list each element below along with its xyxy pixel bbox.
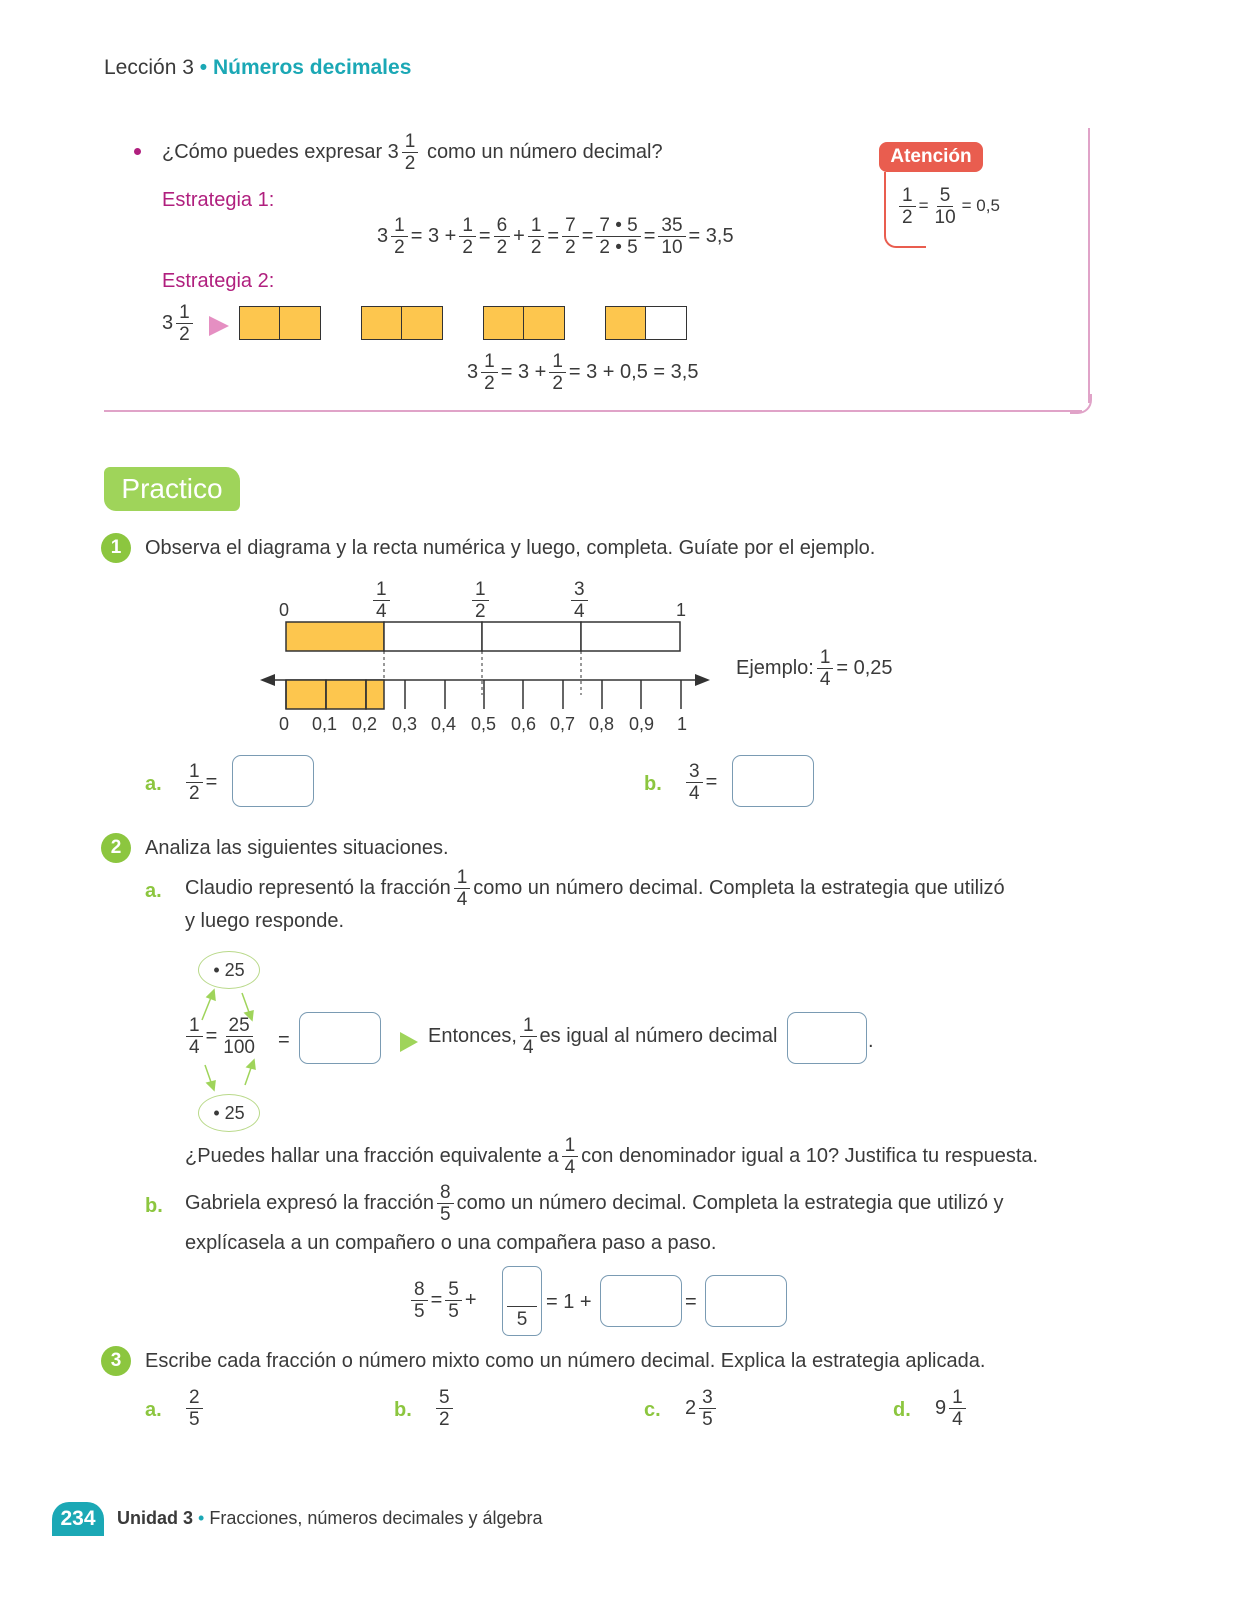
page-number-badge [52, 1502, 104, 1536]
footer-bullet: • [198, 1508, 205, 1528]
bullet-dot [134, 148, 141, 155]
question-post: como un número decimal? [426, 140, 663, 163]
gabriela-answer-box-1[interactable] [600, 1275, 682, 1327]
footer-unit: Unidad 3 [117, 1508, 194, 1528]
numerator-answer-box[interactable]: 5 [502, 1266, 542, 1336]
claudio-answer-box[interactable] [299, 1012, 381, 1064]
example-note: Ejemplo: $\frac{1}{4}$ = 0,25 [736, 647, 893, 690]
lesson-number: Lección 3 [104, 56, 194, 79]
scale-label-0-5: 0,5 [471, 714, 497, 734]
scale-label-0-8: 0,8 [589, 714, 615, 734]
header-bullet: • [199, 56, 208, 79]
claudio-equation: $\frac{1}{4}$ = $\frac{25}{100}$ [183, 1016, 261, 1057]
exercise-3-badge: 3 [101, 1346, 131, 1376]
ex2-a-label: a. [145, 880, 162, 902]
page-number: 234 [60, 1507, 96, 1530]
strategy2-mixed-number: 3 $\frac{1}{2}$ [162, 303, 196, 344]
practico-banner [104, 467, 240, 511]
ex2-a-text: Claudio representó la fracción $\frac{1}{4}$ como un número decimal. Completa la estrategia que utilizó [185, 867, 1005, 910]
ex1-b-fraction: $\frac{3}{4}$ = [683, 762, 717, 803]
ex2-a-question: ¿Puedes hallar una fracción equivalente a $\frac{1}{4}$ con denominador igual a 10? Justifica tu respuesta. [185, 1135, 1039, 1178]
question-pre: ¿Cómo puedes expresar 3 [162, 140, 399, 163]
multiplier-top-oval: • 25 [198, 951, 260, 989]
diagram-label-half: $\frac{1}{2}$ [469, 580, 492, 621]
ex1-a-answer-box[interactable] [232, 755, 314, 807]
gabriela-equation-start: $\frac{8}{5}$ = $\frac{5}{5}$ + [408, 1280, 477, 1321]
then-text: Entonces, $\frac{1}{4}$ es igual al número decimal [428, 1015, 778, 1058]
diagram-label-three-quarters: $\frac{3}{4}$ [568, 580, 591, 621]
exercise-2-instruction: Analiza las siguientes situaciones. [145, 837, 449, 859]
ex1-a-fraction: $\frac{1}{2}$ = [183, 762, 217, 803]
ex3-c-mixed: 2 $\frac{3}{5}$ [685, 1388, 719, 1429]
equals-sign: = [278, 1029, 290, 1051]
fraction-1-2: $\frac{1}{2}$ [402, 132, 419, 173]
example-question [162, 132, 663, 173]
ex1-b-label: b. [644, 773, 662, 795]
scale-label-0: 0 [279, 714, 290, 734]
ex2-b-text-line2: explícasela a un compañero o una compañera paso a paso. [185, 1232, 717, 1254]
ex3-a-fraction: $\frac{2}{5}$ [183, 1388, 206, 1429]
ex3-a-label: a. [145, 1399, 162, 1421]
ex3-b-fraction: $\frac{5}{2}$ [433, 1388, 456, 1429]
arrow-right-icon [209, 316, 229, 336]
attention-result: = 0,5 [961, 195, 1000, 215]
example-result: = 0,25 [836, 656, 893, 679]
example-box-right-border [1088, 128, 1090, 403]
diagram-label-1: 1 [676, 600, 687, 620]
equals-one-plus: = 1 + [546, 1291, 592, 1313]
ex3-c-label: c. [644, 1399, 661, 1421]
gabriela-answer-box-2[interactable] [705, 1275, 787, 1327]
multiplier-bottom-oval: • 25 [198, 1094, 260, 1132]
example-label: Ejemplo: [736, 656, 814, 679]
exercise-1-badge: 1 [101, 533, 131, 563]
practico-label: Practico [121, 473, 223, 504]
lesson-header [104, 56, 411, 80]
scale-label-1: 1 [677, 714, 688, 734]
equals-sign-2: = [685, 1291, 697, 1313]
fraction-bar-and-number-line [255, 615, 725, 715]
ex2-a-text-line2: y luego responde. [185, 910, 345, 932]
strategy2-equation: 3 $\frac{1}{2}$ = 3 + $\frac{1}{2}$ = 3 + 0,5 = 3,5 [467, 351, 699, 394]
attention-content: $\frac{1}{2}$ = $\frac{5}{10}$ = 0,5 [896, 186, 1000, 227]
strategy1-equation: 3 $\frac{1}{2}$ = 3 + $\frac{1}{2}$ = $\frac{6}{2}$ + $\frac{1}{2}$ = $\frac{7}{2}$ = $\frac{7 • 5}{2 • 5}$ = $\frac{35}{10}$ = 3,5 [377, 215, 734, 258]
strategy1-label: Estrategia 1: [162, 189, 275, 211]
then-answer-box[interactable] [787, 1012, 867, 1064]
ex3-d-mixed: 9 $\frac{1}{4}$ [935, 1388, 969, 1429]
footer-topic: Fracciones, números decimales y álgebra [209, 1508, 543, 1528]
period: . [868, 1030, 874, 1052]
ex3-d-label: d. [893, 1399, 911, 1421]
footer-text [117, 1508, 543, 1529]
ex1-b-answer-box[interactable] [732, 755, 814, 807]
scale-label-0-3: 0,3 [392, 714, 418, 734]
diagram-label-0: 0 [279, 600, 290, 620]
ex2-b-text: Gabriela expresó la fracción $\frac{8}{5}$ como un número decimal. Completa la estrategia que utilizó y [185, 1182, 1004, 1225]
strategy2-label: Estrategia 2: [162, 270, 275, 292]
attention-badge [879, 142, 983, 172]
scale-label-0-4: 0,4 [431, 714, 457, 734]
exercise-3-instruction: Escribe cada fracción o número mixto como un número decimal. Explica la estrategia aplicada. [145, 1350, 986, 1372]
lesson-title: Números decimales [212, 56, 412, 79]
exercise-2-badge: 2 [101, 833, 131, 863]
scale-label-0-1: 0,1 [312, 714, 338, 734]
scale-label-0-6: 0,6 [511, 714, 537, 734]
example-box-bottom-border [104, 410, 1082, 412]
ex3-b-label: b. [394, 1399, 412, 1421]
exercise-1-instruction: Observa el diagrama y la recta numérica y luego, completa. Guíate por el ejemplo. [145, 537, 876, 559]
ex1-a-label: a. [145, 773, 162, 795]
scale-label-0-9: 0,9 [629, 714, 655, 734]
scale-label-0-7: 0,7 [550, 714, 576, 734]
diagram-label-quarter: $\frac{1}{4}$ [370, 580, 393, 621]
arrow-right-green-icon [400, 1032, 418, 1052]
example-box-corner [1070, 394, 1092, 414]
scale-label-0-2: 0,2 [352, 714, 378, 734]
attention-label: Atención [890, 146, 972, 167]
ex2-b-label: b. [145, 1195, 163, 1217]
